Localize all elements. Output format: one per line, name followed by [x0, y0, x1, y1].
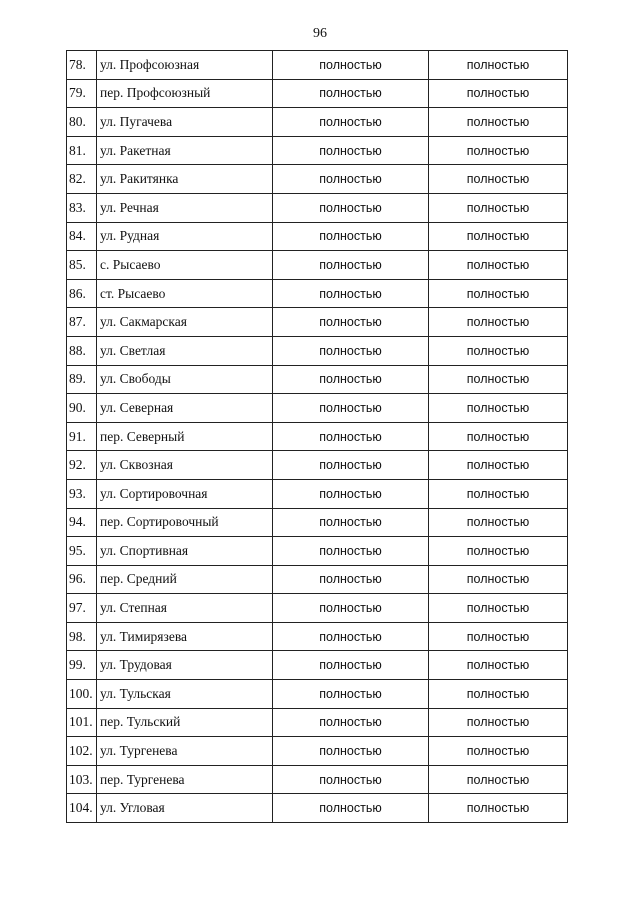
row-number: 90.: [67, 394, 97, 423]
table-row: [67, 365, 568, 394]
table-row: [67, 308, 568, 337]
coverage-value: полностью: [273, 565, 429, 594]
street-name: ул. Светлая: [97, 336, 273, 365]
street-name: пер. Тургенева: [97, 765, 273, 794]
table-row: [67, 737, 568, 766]
coverage-value: полностью: [429, 251, 568, 280]
row-number: 101.: [67, 708, 97, 737]
table-row: [67, 594, 568, 623]
coverage-value: полностью: [273, 422, 429, 451]
coverage-value: полностью: [273, 394, 429, 423]
table-row: [67, 622, 568, 651]
coverage-value: полностью: [429, 222, 568, 251]
coverage-value: полностью: [273, 251, 429, 280]
coverage-value: полностью: [429, 622, 568, 651]
coverage-value: полностью: [429, 737, 568, 766]
row-number: 93.: [67, 479, 97, 508]
coverage-value: полностью: [429, 108, 568, 137]
street-name: ул. Сортировочная: [97, 479, 273, 508]
table-row: [67, 165, 568, 194]
coverage-value: полностью: [273, 193, 429, 222]
table-row: [67, 537, 568, 566]
street-name: ул. Трудовая: [97, 651, 273, 680]
coverage-value: полностью: [429, 479, 568, 508]
coverage-value: полностью: [273, 622, 429, 651]
coverage-value: полностью: [429, 680, 568, 709]
row-number: 102.: [67, 737, 97, 766]
row-number: 86.: [67, 279, 97, 308]
coverage-value: полностью: [429, 508, 568, 537]
coverage-value: полностью: [273, 451, 429, 480]
table-row: [67, 79, 568, 108]
coverage-value: полностью: [273, 479, 429, 508]
table-row: [67, 479, 568, 508]
coverage-value: полностью: [429, 165, 568, 194]
coverage-value: полностью: [429, 279, 568, 308]
coverage-value: полностью: [273, 79, 429, 108]
street-name: ул. Угловая: [97, 794, 273, 823]
streets-table: [66, 50, 568, 823]
row-number: 83.: [67, 193, 97, 222]
coverage-value: полностью: [429, 193, 568, 222]
coverage-value: полностью: [273, 765, 429, 794]
coverage-value: полностью: [429, 765, 568, 794]
coverage-value: полностью: [429, 794, 568, 823]
street-name: ул. Речная: [97, 193, 273, 222]
page-number: 96: [313, 26, 327, 41]
row-number: 94.: [67, 508, 97, 537]
coverage-value: полностью: [273, 165, 429, 194]
table-row: [67, 422, 568, 451]
coverage-value: полностью: [429, 336, 568, 365]
street-name: ул. Северная: [97, 394, 273, 423]
row-number: 82.: [67, 165, 97, 194]
street-name: ул. Сакмарская: [97, 308, 273, 337]
row-number: 97.: [67, 594, 97, 623]
table-row: [67, 680, 568, 709]
table-row: [67, 394, 568, 423]
street-name: пер. Тульский: [97, 708, 273, 737]
table-row: [67, 279, 568, 308]
coverage-value: полностью: [429, 51, 568, 80]
coverage-value: полностью: [273, 51, 429, 80]
row-number: 89.: [67, 365, 97, 394]
table-row: [67, 451, 568, 480]
row-number: 96.: [67, 565, 97, 594]
streets-table-body: [67, 51, 568, 823]
table-row: [67, 251, 568, 280]
coverage-value: полностью: [273, 794, 429, 823]
street-name: ул. Тимирязева: [97, 622, 273, 651]
coverage-value: полностью: [429, 537, 568, 566]
street-name: ул. Пугачева: [97, 108, 273, 137]
coverage-value: полностью: [273, 594, 429, 623]
coverage-value: полностью: [429, 594, 568, 623]
coverage-value: полностью: [273, 508, 429, 537]
coverage-value: полностью: [273, 222, 429, 251]
street-name: ул. Рудная: [97, 222, 273, 251]
coverage-value: полностью: [273, 279, 429, 308]
row-number: 78.: [67, 51, 97, 80]
street-name: пер. Северный: [97, 422, 273, 451]
coverage-value: полностью: [429, 708, 568, 737]
row-number: 99.: [67, 651, 97, 680]
street-name: ул. Ракетная: [97, 136, 273, 165]
street-name: ул. Профсоюзная: [97, 51, 273, 80]
coverage-value: полностью: [429, 365, 568, 394]
street-name: с. Рысаево: [97, 251, 273, 280]
row-number: 104.: [67, 794, 97, 823]
row-number: 95.: [67, 537, 97, 566]
coverage-value: полностью: [273, 136, 429, 165]
row-number: 98.: [67, 622, 97, 651]
table-row: [67, 336, 568, 365]
coverage-value: полностью: [273, 108, 429, 137]
table-row: [67, 222, 568, 251]
coverage-value: полностью: [273, 537, 429, 566]
coverage-value: полностью: [429, 451, 568, 480]
table-row: [67, 565, 568, 594]
row-number: 100.: [67, 680, 97, 709]
street-name: ул. Степная: [97, 594, 273, 623]
row-number: 80.: [67, 108, 97, 137]
coverage-value: полностью: [273, 651, 429, 680]
coverage-value: полностью: [429, 422, 568, 451]
coverage-value: полностью: [273, 365, 429, 394]
coverage-value: полностью: [429, 565, 568, 594]
table-row: [67, 108, 568, 137]
row-number: 88.: [67, 336, 97, 365]
street-name: ул. Сквозная: [97, 451, 273, 480]
street-name: ул. Ракитянка: [97, 165, 273, 194]
coverage-value: полностью: [429, 651, 568, 680]
table-row: [67, 136, 568, 165]
street-name: пер. Профсоюзный: [97, 79, 273, 108]
coverage-value: полностью: [273, 708, 429, 737]
row-number: 92.: [67, 451, 97, 480]
coverage-value: полностью: [273, 336, 429, 365]
row-number: 87.: [67, 308, 97, 337]
row-number: 103.: [67, 765, 97, 794]
coverage-value: полностью: [429, 79, 568, 108]
coverage-value: полностью: [273, 680, 429, 709]
table-row: [67, 794, 568, 823]
coverage-value: полностью: [429, 136, 568, 165]
coverage-value: полностью: [429, 308, 568, 337]
street-name: ст. Рысаево: [97, 279, 273, 308]
coverage-value: полностью: [429, 394, 568, 423]
table-row: [67, 51, 568, 80]
street-name: ул. Свободы: [97, 365, 273, 394]
street-name: ул. Спортивная: [97, 537, 273, 566]
coverage-value: полностью: [273, 308, 429, 337]
table-row: [67, 765, 568, 794]
row-number: 81.: [67, 136, 97, 165]
street-name: ул. Тульская: [97, 680, 273, 709]
table-row: [67, 508, 568, 537]
row-number: 84.: [67, 222, 97, 251]
street-name: ул. Тургенева: [97, 737, 273, 766]
row-number: 85.: [67, 251, 97, 280]
table-row: [67, 651, 568, 680]
street-name: пер. Сортировочный: [97, 508, 273, 537]
coverage-value: полностью: [273, 737, 429, 766]
table-row: [67, 193, 568, 222]
table-row: [67, 708, 568, 737]
street-name: пер. Средний: [97, 565, 273, 594]
row-number: 79.: [67, 79, 97, 108]
row-number: 91.: [67, 422, 97, 451]
